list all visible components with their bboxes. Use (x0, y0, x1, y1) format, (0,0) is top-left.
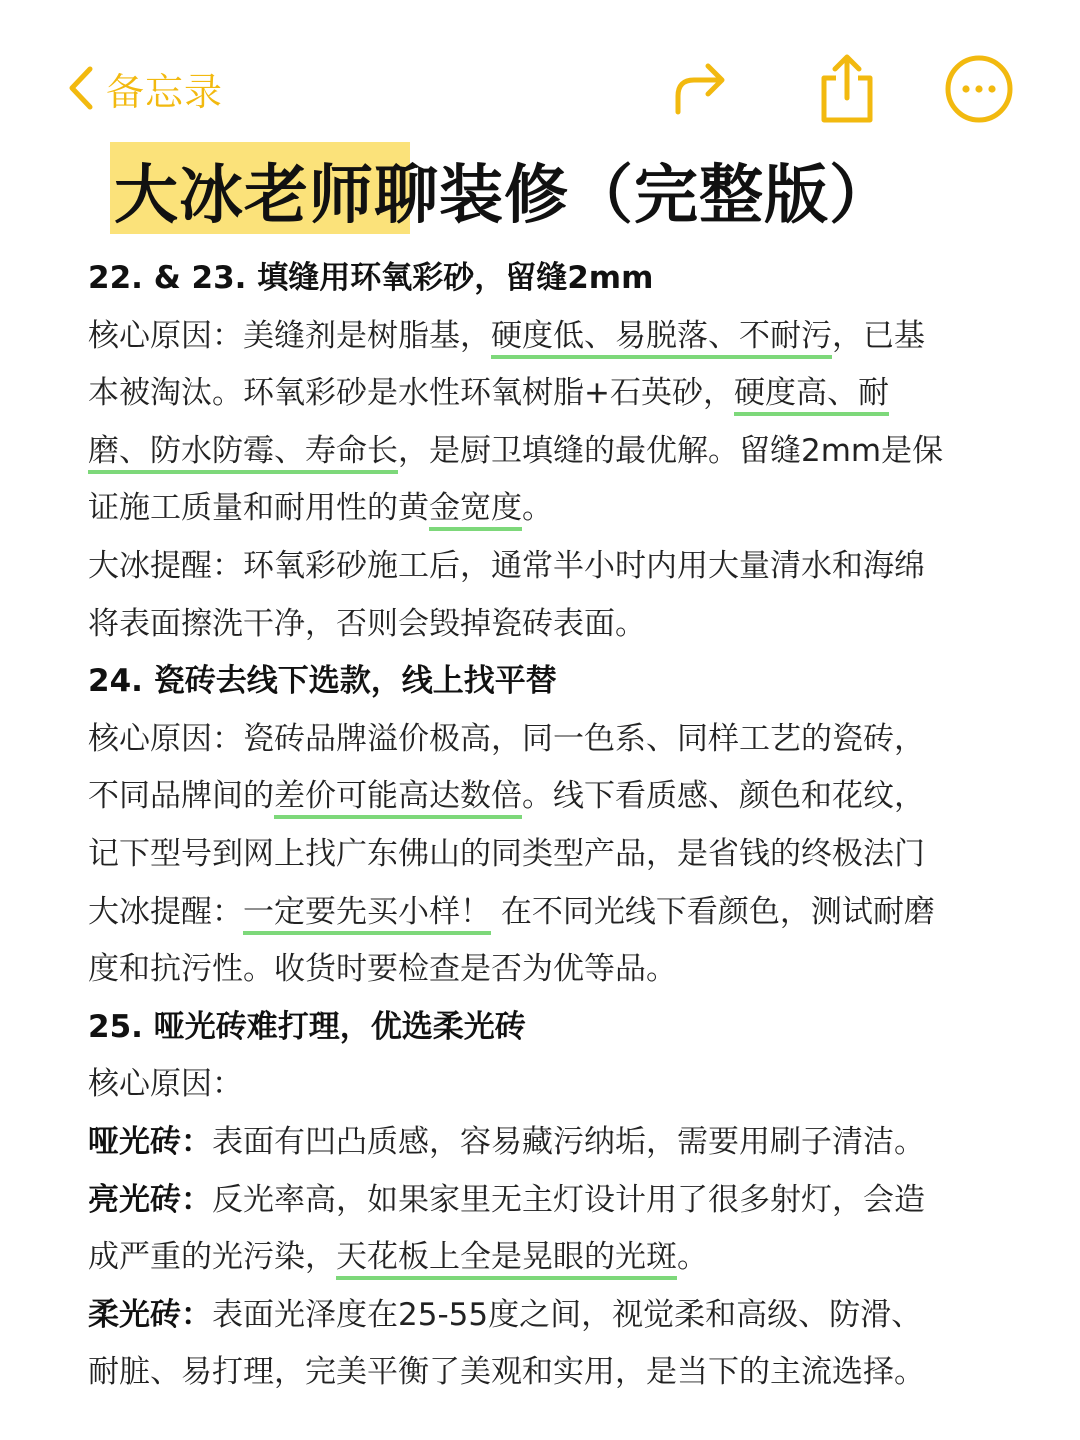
text-line: 核心原因：瓷砖品牌溢价极高，同一色系、同样工艺的瓷砖， (88, 720, 925, 757)
section-heading: 24. 瓷砖去线下选款，线上找平替 (88, 663, 557, 700)
text: 成严重的光污染， (88, 1239, 336, 1276)
text-line (88, 1172, 1008, 1230)
title-highlight-text: 大冰老师 (114, 159, 374, 233)
text-line (88, 1229, 1008, 1287)
redo-icon (668, 58, 732, 120)
text: 在不同光线下看颜色，测试耐磨 (491, 893, 935, 930)
underlined-text: 金宽度 (429, 490, 522, 531)
text-line (88, 423, 1008, 481)
bold-label: 哑光砖： (88, 1123, 212, 1160)
note-title (114, 146, 894, 234)
bold-label: 柔光砖： (88, 1296, 212, 1333)
text: 反光率高，如果家里无主灯设计用了很多射灯，会造 (212, 1181, 925, 1218)
text: 。 (522, 490, 553, 527)
text-line (88, 768, 1008, 826)
back-button[interactable] (66, 58, 223, 118)
text: 大冰提醒： (88, 893, 243, 930)
text: 证施工质量和耐用性的黄 (88, 490, 429, 527)
text: 本被淘汰。环氧彩砂是水性环氧树脂+石英砂， (88, 375, 734, 412)
redo-button[interactable] (668, 58, 732, 120)
text-line (88, 884, 1008, 942)
note-body (88, 250, 1008, 1402)
text-line: 大冰提醒：环氧彩砂施工后，通常半小时内用大量清水和海绵 (88, 547, 925, 584)
back-label: 备忘录 (106, 69, 224, 114)
underlined-text: 一定要先买小样！ (243, 894, 491, 935)
share-button[interactable] (816, 52, 878, 124)
title-rest-text: 聊装修（完整版） (374, 159, 894, 233)
text: 。线下看质感、颜色和花纹， (522, 778, 925, 815)
text-line (88, 308, 1008, 366)
nav-bar (0, 0, 1080, 140)
text-line (88, 480, 1008, 538)
text: 表面光泽度在25-55度之间，视觉柔和高级、防滑、 (212, 1296, 923, 1333)
text: ，是厨卫填缝的最优解。留缝2mm是保 (398, 432, 944, 469)
underlined-text: 天花板上全是晃眼的光斑 (336, 1239, 677, 1280)
underlined-text: 硬度低、易脱落、不耐污 (491, 318, 832, 359)
underlined-text: 磨、防水防霉、寿命长 (88, 433, 398, 474)
text-line: 核心原因： (88, 1066, 243, 1103)
more-button[interactable] (944, 54, 1014, 124)
text-line (88, 1114, 1008, 1172)
section-heading: 25. 哑光砖难打理，优选柔光砖 (88, 1008, 526, 1045)
share-icon (816, 52, 878, 124)
text-line (88, 365, 1008, 423)
text-line (88, 1287, 1008, 1345)
text: 表面有凹凸质感，容易藏污纳垢，需要用刷子清洁。 (212, 1123, 925, 1160)
chevron-left-icon (66, 65, 94, 111)
text-line: 耐脏、易打理，完美平衡了美观和实用，是当下的主流选择。 (88, 1354, 925, 1391)
underlined-text: 硬度高、耐 (734, 375, 889, 416)
text-line: 将表面擦洗干净，否则会毁掉瓷砖表面。 (88, 605, 646, 642)
text: 不同品牌间的 (88, 778, 274, 815)
text: 。 (677, 1239, 708, 1276)
underlined-text: 差价可能高达数倍 (274, 778, 522, 819)
text-line: 度和抗污性。收货时要检查是否为优等品。 (88, 951, 677, 988)
text-line: 记下型号到网上找广东佛山的同类型产品，是省钱的终极法门 (88, 835, 925, 872)
bold-label: 亮光砖： (88, 1181, 212, 1218)
text: ，已基 (832, 317, 925, 354)
text: 核心原因：美缝剂是树脂基， (88, 317, 491, 354)
section-heading: 22. & 23. 填缝用环氧彩砂，留缝2mm (88, 260, 654, 296)
more-icon (944, 54, 1014, 124)
